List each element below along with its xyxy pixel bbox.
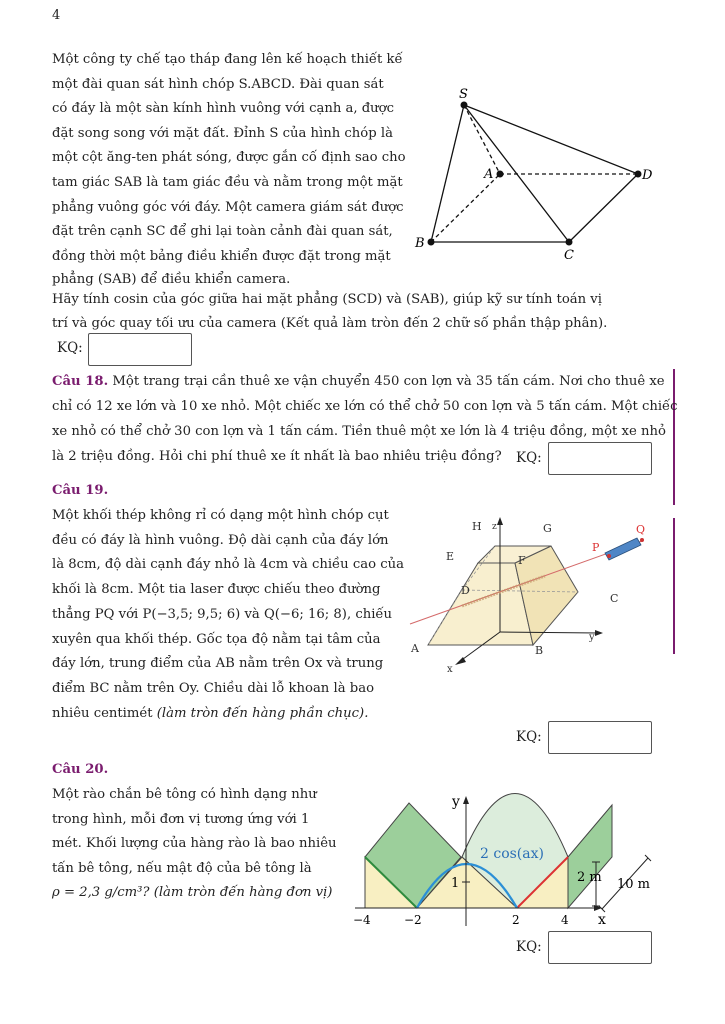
q19-line: là 8cm, độ dài cạnh đáy nhỏ là 4cm và chiều cao của — [52, 557, 404, 573]
q20-title: Câu 20. — [52, 762, 109, 777]
intro-line: một đài quan sát hình chóp S.ABCD. Đài quan sát — [52, 76, 384, 92]
pyramid-figure — [400, 86, 670, 268]
intro-kq-label: KQ: — [57, 340, 83, 356]
label-x-axis: x — [598, 912, 606, 928]
intro-line: đặt trên cạnh SC để ghi lại toàn cảnh đài quan sát, — [52, 224, 393, 240]
q19-line: nhiêu centimét (làm tròn đến hàng phần chục). — [52, 705, 369, 721]
margin-bar — [673, 369, 675, 505]
q18-line: xe nhỏ có thể chở 30 con lợn và 1 tấn cám. Tiền thuê một xe lớn là 4 triệu đồng, một xe nhỏ — [52, 424, 666, 439]
tick-label: 4 — [561, 913, 569, 927]
barrier-figure — [348, 786, 666, 932]
q19-line: thẳng PQ với P(−3,5; 9,5; 6) và Q(−6; 16; 8), chiếu — [52, 606, 393, 622]
label-e: E — [446, 550, 455, 563]
label-curve: 2 cos(ax) — [480, 846, 544, 862]
label-y-axis: y — [452, 794, 460, 810]
q19-title: Câu 19. — [52, 483, 109, 498]
intro-line: Một công ty chế tạo tháp đang lên kế hoạch thiết kế — [52, 52, 403, 67]
q18-line: Câu 18. Một trang trại cần thuê xe vận chuyển 450 con lợn và 35 tấn cám. Nơi cho thuê xe — [52, 374, 665, 389]
q19-note: (làm tròn đến hàng phần chục). — [156, 705, 369, 721]
label-s: S — [459, 87, 468, 102]
label-a: A — [411, 642, 419, 655]
q19-kq-label: KQ: — [516, 729, 542, 745]
label-h: H — [472, 520, 482, 533]
intro-line: phẳng vuông góc với đáy. Một camera giám sát được — [52, 199, 404, 215]
intro-line: phẳng (SAB) để điều khiển camera. — [52, 272, 291, 287]
label-d: D — [642, 168, 653, 183]
label-a: A — [484, 167, 494, 182]
intro-line: đồng thời một bảng điều khiển được đặt trong mặt — [52, 248, 391, 264]
q20-line: mét. Khối lượng của hàng rào là bao nhiêu — [52, 836, 337, 852]
q19-line: khối là 8cm. Một tia laser được chiếu theo đường — [52, 582, 381, 598]
label-c: C — [610, 592, 619, 605]
frustum-figure — [405, 512, 655, 678]
tick-label: −2 — [404, 913, 422, 927]
q20-kq-label: KQ: — [516, 939, 542, 955]
q19-line: xuyên qua khối thép. Gốc tọa độ nằm tại tâm của — [52, 631, 381, 647]
label-c: C — [564, 248, 574, 263]
q18-answer-box[interactable] — [548, 442, 652, 475]
intro-line: Hãy tính cosin của góc giữa hai mặt phẳng (SCD) và (SAB), giúp kỹ sư tính toán vị — [52, 292, 602, 307]
q20-answer-box[interactable] — [548, 931, 652, 964]
label-d: D — [461, 584, 470, 597]
q18-line: là 2 triệu đồng. Hỏi chi phí thuê xe ít nhất là bao nhiêu triệu đồng? — [52, 449, 502, 464]
label-y: y — [589, 632, 595, 643]
intro-answer-box[interactable] — [88, 333, 192, 366]
q19-answer-box[interactable] — [548, 721, 652, 754]
q19-line: điểm BC nằm trên Oy. Chiều dài lỗ khoan là bao — [52, 680, 375, 696]
q18-title: Câu 18. — [52, 374, 109, 389]
label-q: Q — [636, 523, 646, 536]
q18-kq-label: KQ: — [516, 450, 542, 466]
intro-line: một cột ăng-ten phát sóng, được gắn cố định sao cho — [52, 150, 406, 166]
intro-line: trí và góc quay tối ưu của camera (Kết quả làm tròn đến 2 chữ số phần thập phân). — [52, 316, 608, 331]
q18-line: chỉ có 12 xe lớn và 10 xe nhỏ. Một chiếc xe lớn có thể chở 50 con lợn và 5 tấn cám. Một chiếc — [52, 399, 678, 414]
q20-line: trong hình, mỗi đơn vị tương ứng với 1 — [52, 811, 310, 827]
tick-label: −4 — [353, 913, 371, 927]
label-g: G — [543, 522, 552, 535]
intro-line: đặt song song với mặt đất. Đỉnh S của hình chóp là — [52, 125, 393, 141]
label-one: 1 — [451, 876, 460, 891]
label-p: P — [592, 541, 600, 554]
tick-label: 2 — [512, 913, 520, 927]
q19-line: đều có đáy là hình vuông. Độ dài cạnh của đáy lớn — [52, 532, 389, 548]
label-f: F — [518, 554, 526, 567]
label-two-m: 2 m — [577, 870, 602, 885]
page-number: 4 — [52, 8, 61, 23]
margin-bar — [673, 518, 675, 654]
q20-note: (làm tròn đến hàng đơn vị) — [153, 885, 333, 901]
label-b: B — [415, 236, 425, 251]
q20-line: tấn bê tông, nếu mật độ của bê tông là — [52, 860, 312, 876]
label-z: z — [492, 522, 497, 532]
label-x: x — [447, 664, 453, 675]
q20-line: Một rào chắn bê tông có hình dạng như — [52, 787, 317, 802]
q19-line: đáy lớn, trung điểm của AB nằm trên Ox và trung — [52, 656, 384, 672]
intro-line: tam giác SAB là tam giác đều và nằm trong một mặt — [52, 175, 403, 190]
intro-line: có đáy là một sàn kính hình vuông với cạnh a, được — [52, 101, 395, 117]
q19-line: Một khối thép không rỉ có dạng một hình chóp cụt — [52, 508, 389, 523]
label-b: B — [535, 644, 544, 657]
label-ten-m: 10 m — [617, 877, 651, 892]
q20-line: ρ = 2,3 g/cm³? (làm tròn đến hàng đơn vị) — [52, 885, 333, 901]
